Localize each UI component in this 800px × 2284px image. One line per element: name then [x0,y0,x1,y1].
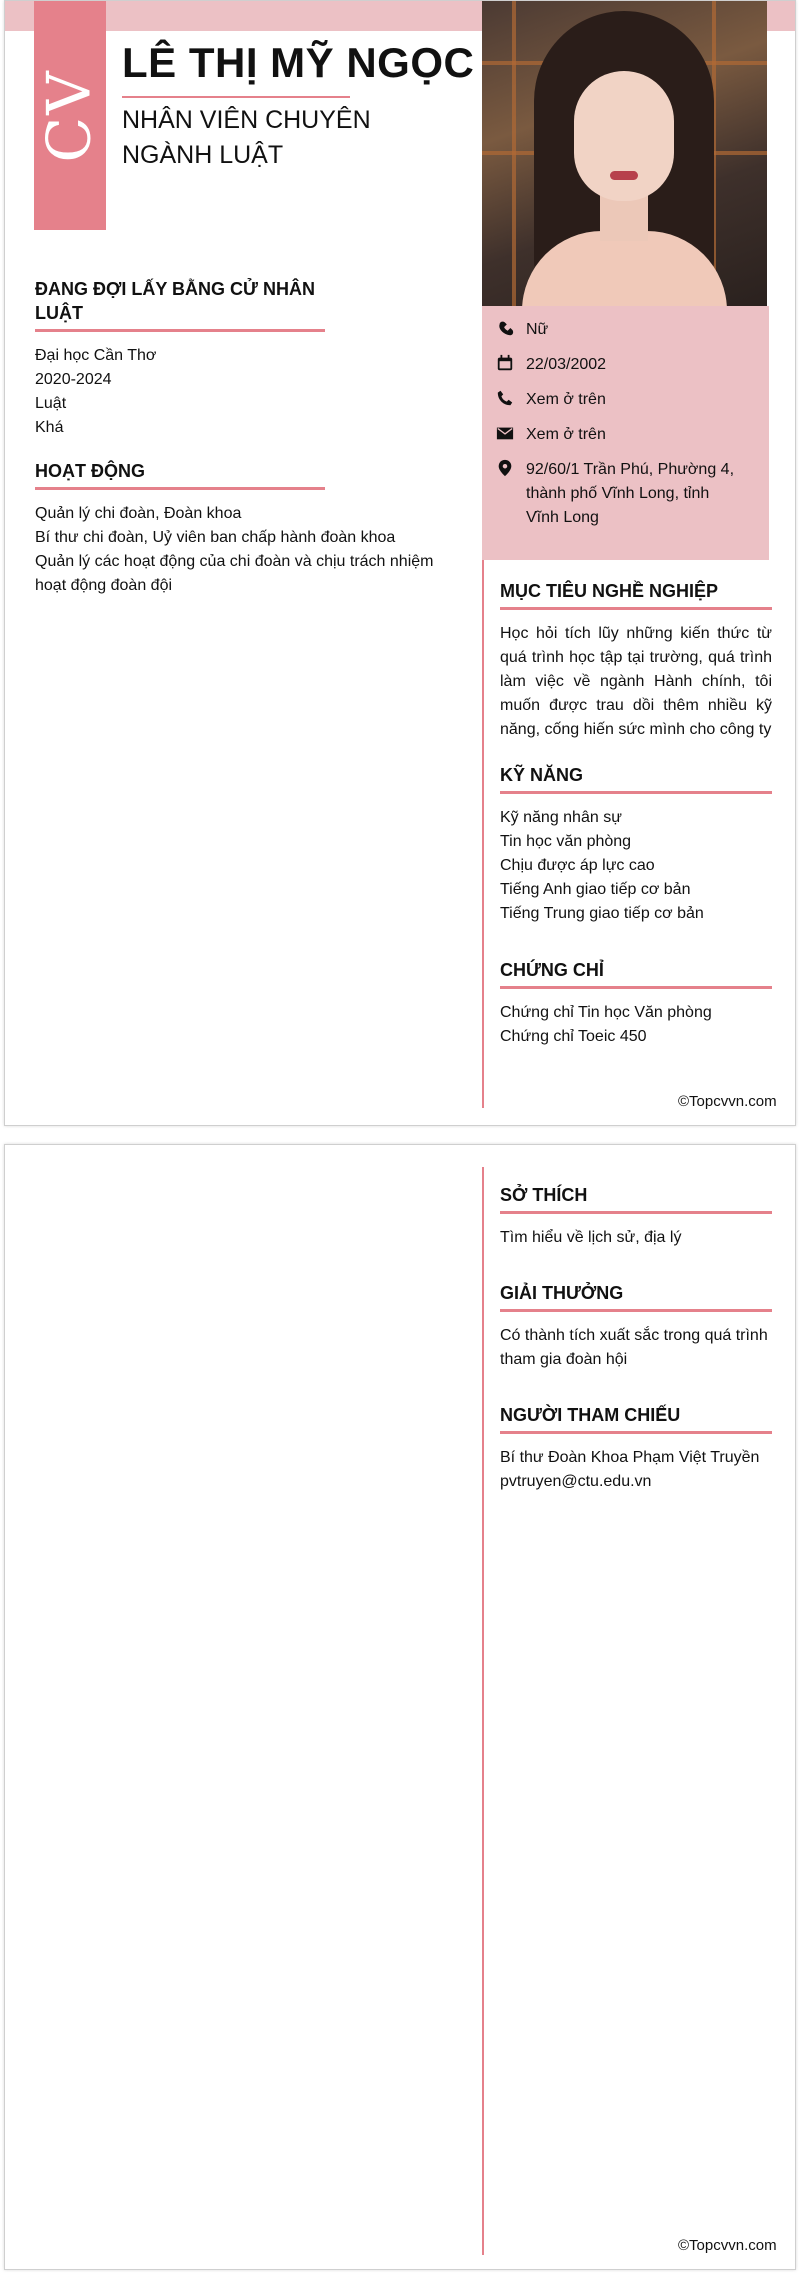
objective-text: Học hỏi tích lũy những kiến thức từ quá trình học tập tại trường, quá trình làm việc về ngành Hành chính, tôi muốn được trau dồi thêm nhiều kỹ năng, cống hiến sức mình cho công ty [500,625,772,738]
education-title: ĐANG ĐỢI LẤY BẰNG CỬ NHÂN LUẬT [35,279,315,323]
education-grade: Khá [35,419,64,436]
section-divider [35,329,325,332]
skill-item: Tiếng Trung giao tiếp cơ bản [500,905,704,922]
section-divider [35,487,325,490]
contact-gender: Nữ [496,318,755,342]
cv-page-1 [4,0,796,1126]
profile-photo [482,1,767,306]
awards-section [500,1281,772,1372]
section-divider [500,1431,772,1434]
cv-page-2 [4,1144,796,2270]
contact-box [482,306,769,560]
skill-item: Tiếng Anh giao tiếp cơ bản [500,881,691,898]
education-major: Luật [35,395,67,412]
reference-email: pvtruyen@ctu.edu.vn [500,1473,652,1490]
education-section [35,277,455,440]
hobby-item: Tìm hiểu về lịch sử, địa lý [500,1229,682,1246]
section-divider [500,1211,772,1214]
section-divider [500,986,772,989]
column-divider [482,560,484,1108]
reference-name: Bí thư Đoàn Khoa Phạm Việt Truyền [500,1449,760,1466]
skill-item: Chịu được áp lực cao [500,857,655,874]
education-years: 2020-2024 [35,371,112,388]
section-divider [500,791,772,794]
skills-title: KỸ NĂNG [500,765,584,785]
activity-item: Quản lý chi đoàn, Đoàn khoa [35,505,242,522]
activities-title: HOẠT ĐỘNG [35,461,145,481]
activity-item: Quản lý các hoạt động của chi đoàn và chịu trách nhiệm hoạt động đoàn đội [35,553,434,594]
award-text: Có thành tích xuất sắc trong quá trình tham gia đoàn hội [500,1327,768,1368]
name-divider [122,96,350,98]
skills-section [500,763,772,926]
objective-title: MỤC TIÊU NGHỀ NGHIỆP [500,581,719,601]
section-divider [500,607,772,610]
column-divider [482,1167,484,2255]
phone-icon [496,389,518,411]
references-title: NGƯỜI THAM CHIẾU [500,1405,681,1425]
contact-email: Xem ở trên [496,423,755,447]
gender-icon [496,319,518,341]
footer-credit: ©Topcvvn.com [678,2237,777,2254]
contact-address: 92/60/1 Trần Phú, Phường 4, thành phố Vĩnh Long, tỉnh Vĩnh Long [496,458,755,530]
contact-phone: Xem ở trên [496,388,755,412]
activities-section [35,459,455,598]
cv-badge [34,1,106,230]
contact-birthday: 22/03/2002 [496,353,755,377]
candidate-name: LÊ THỊ MỸ NGỌC [122,39,475,86]
calendar-icon [496,354,518,376]
email-icon [496,424,518,446]
certificates-section [500,958,772,1049]
objective-section [500,579,772,742]
job-title: NHÂN VIÊN CHUYÊN NGÀNH LUẬT [122,106,371,169]
certificate-item: Chứng chỉ Tin học Văn phòng [500,1004,712,1021]
hobbies-title: SỞ THÍCH [500,1185,588,1205]
footer-credit: ©Topcvvn.com [678,1093,777,1110]
skill-item: Kỹ năng nhân sự [500,809,622,826]
education-school: Đại học Cần Thơ [35,347,157,364]
section-divider [500,1309,772,1312]
certificate-item: Chứng chỉ Toeic 450 [500,1028,647,1045]
cv-badge-text: CV [35,68,105,163]
activity-item: Bí thư chi đoàn, Uỷ viên ban chấp hành đoàn khoa [35,529,396,546]
hobbies-section [500,1183,772,1250]
certificates-title: CHỨNG CHỈ [500,960,604,980]
skill-item: Tin học văn phòng [500,833,632,850]
location-icon [496,459,518,481]
references-section [500,1403,772,1494]
awards-title: GIẢI THƯỞNG [500,1283,624,1303]
